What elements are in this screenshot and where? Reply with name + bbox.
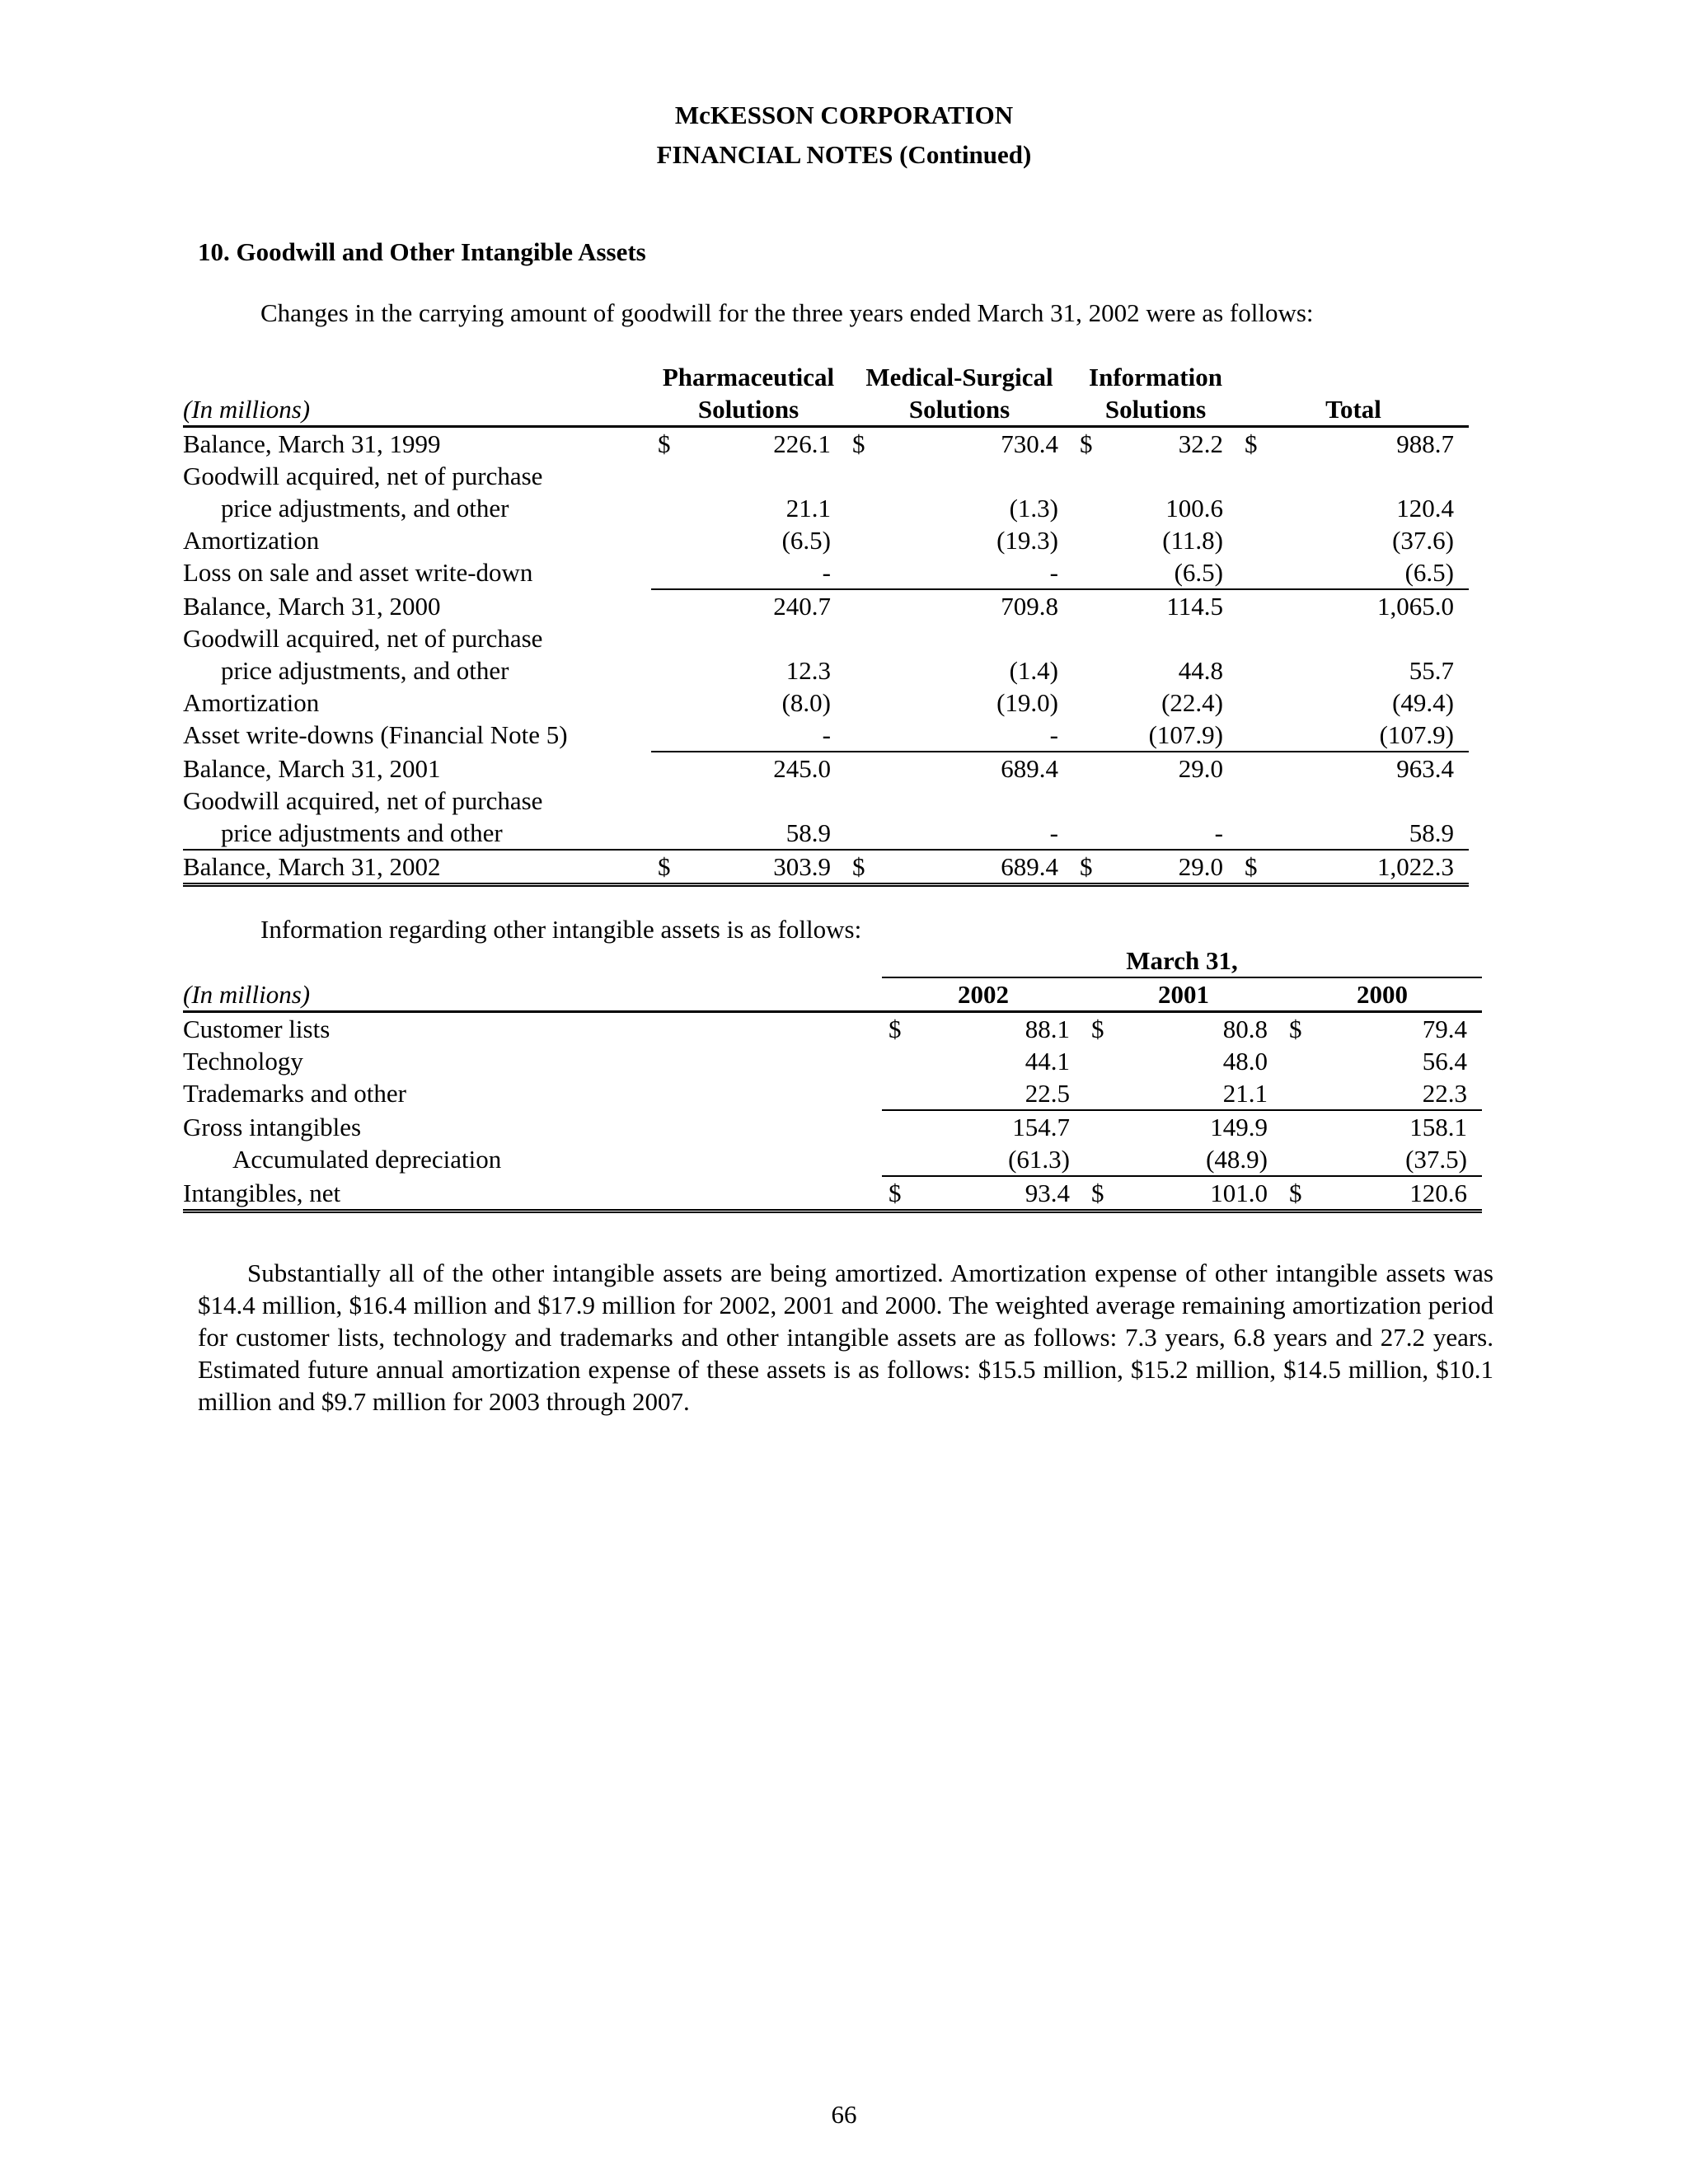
cell-value: (6.5) <box>781 526 831 555</box>
row-label: Goodwill acquired, net of purchase <box>183 786 543 815</box>
table-row <box>183 589 1469 622</box>
cell-value: 93.4 <box>915 1176 1085 1212</box>
cell-value: 226.1 <box>773 429 831 458</box>
row-label: Intangibles, net <box>183 1176 882 1212</box>
row-label: Balance, March 31, 2000 <box>183 592 441 621</box>
table-row <box>183 427 1469 461</box>
col-header-info-1: Information <box>1089 363 1222 391</box>
dollar-sign: $ <box>1091 1015 1104 1043</box>
cell-value: 149.9 <box>1210 1113 1268 1141</box>
cell-value: 689.4 <box>879 850 1073 885</box>
cell-value: 80.8 <box>1222 1015 1268 1043</box>
table-row <box>183 1110 1482 1143</box>
dollar-sign: $ <box>882 1176 915 1212</box>
page-number: 66 <box>831 2100 857 2129</box>
row-label: Trademarks and other <box>183 1077 882 1110</box>
intangibles-group-header-row <box>183 944 1482 977</box>
cell-value: 1,065.0 <box>1377 592 1454 621</box>
dollar-sign: $ <box>1073 850 1106 885</box>
table-row <box>183 752 1469 785</box>
col-header-pharma-2: Solutions <box>651 393 846 427</box>
dollar-sign: $ <box>651 850 684 885</box>
table-row <box>183 654 1469 687</box>
table-row <box>183 556 1469 589</box>
table-row <box>183 622 1469 654</box>
row-label: price adjustments, and other <box>221 494 509 523</box>
cell-value: (37.6) <box>1392 526 1454 555</box>
dollar-sign: $ <box>1282 1176 1315 1212</box>
cell-value: 48.0 <box>1222 1047 1268 1076</box>
goodwill-header-row-1 <box>183 361 1469 393</box>
table-row <box>183 1143 1482 1176</box>
cell-value: 22.5 <box>1025 1079 1070 1108</box>
cell-value: (48.9) <box>1206 1145 1268 1174</box>
cell-value: - <box>1049 558 1058 587</box>
cell-value: - <box>822 558 831 587</box>
col-header-medsurg-1: Medical-Surgical <box>865 363 1053 391</box>
cell-value: 689.4 <box>1001 754 1058 783</box>
row-label: price adjustments and other <box>221 818 503 847</box>
cell-value: 58.9 <box>785 818 831 847</box>
dollar-sign: $ <box>1080 429 1093 458</box>
cell-value: 58.9 <box>1409 818 1454 847</box>
cell-value: 22.3 <box>1422 1079 1467 1108</box>
units-label: (In millions) <box>183 393 651 427</box>
cell-value: 158.1 <box>1409 1113 1467 1141</box>
intangibles-intro: Information regarding other intangible assets is as follows: <box>260 915 862 944</box>
row-label: Amortization <box>183 526 320 555</box>
cell-value: 988.7 <box>1396 429 1454 458</box>
cell-value: 56.4 <box>1422 1047 1467 1076</box>
table-row <box>183 1012 1482 1046</box>
dollar-sign: $ <box>889 1015 902 1043</box>
dollar-sign: $ <box>846 850 879 885</box>
amortization-paragraph: Substantially all of the other intangible assets are being amortized. Amortization expense of other intangible assets was $14.4 million, $16.4 million and $17.9 million for 2002, 2001 and 2000. The weighted average remaining amortization period for customer lists, technology and trademarks and other intangible assets are as follows: 7.3 years, 6.8 years and 27.2 years. Estimated future annual amortization expense of these assets is as follows: $15.5 million, $15.2 million, $14.5 million, $10.1 million and $9.7 million for 2003 through 2007. <box>198 1258 1493 1416</box>
cell-value: 1,022.3 <box>1271 850 1469 885</box>
dollar-sign: $ <box>658 429 671 458</box>
year-header-2002: 2002 <box>882 977 1085 1012</box>
cell-value: 29.0 <box>1178 754 1223 783</box>
table-row <box>183 785 1469 817</box>
col-header-total-2: Total <box>1238 393 1469 427</box>
cell-value: 709.8 <box>1001 592 1058 621</box>
table-row <box>183 492 1469 524</box>
dollar-sign: $ <box>1085 1176 1118 1212</box>
year-header-2000: 2000 <box>1282 977 1482 1012</box>
row-label: Balance, March 31, 2001 <box>183 754 441 783</box>
cell-value: 79.4 <box>1422 1015 1467 1043</box>
march-31-header: March 31, <box>882 944 1482 977</box>
cell-value: 100.6 <box>1165 494 1223 523</box>
cell-value: 730.4 <box>1001 429 1058 458</box>
cell-value: 101.0 <box>1118 1176 1282 1212</box>
cell-value: 29.0 <box>1106 850 1238 885</box>
cell-value: (61.3) <box>1008 1145 1070 1174</box>
cell-value: (107.9) <box>1379 720 1454 749</box>
year-header-2001: 2001 <box>1085 977 1282 1012</box>
col-header-total-1 <box>1238 361 1469 393</box>
row-label: Goodwill acquired, net of purchase <box>183 624 543 653</box>
cell-value: 245.0 <box>773 754 831 783</box>
cell-value: 303.9 <box>684 850 846 885</box>
dollar-sign: $ <box>1238 850 1271 885</box>
dollar-sign: $ <box>1289 1015 1302 1043</box>
row-label: price adjustments, and other <box>221 656 509 685</box>
row-label: Accumulated depreciation <box>183 1143 882 1176</box>
table-row <box>183 460 1469 492</box>
cell-value: 120.6 <box>1315 1176 1482 1212</box>
cell-value: 55.7 <box>1409 656 1454 685</box>
cell-value: 44.8 <box>1178 656 1223 685</box>
goodwill-table <box>183 361 1469 887</box>
table-row <box>183 524 1469 556</box>
cell-value: 12.3 <box>785 656 831 685</box>
table-row-total <box>183 1176 1482 1212</box>
col-header-medsurg-2: Solutions <box>846 393 1073 427</box>
row-label: Gross intangibles <box>183 1113 362 1141</box>
cell-value: (49.4) <box>1392 688 1454 717</box>
row-label: Asset write-downs (Financial Note 5) <box>183 719 651 752</box>
cell-value: (1.3) <box>1009 494 1058 523</box>
cell-value: (11.8) <box>1162 526 1223 555</box>
cell-value: 21.1 <box>785 494 831 523</box>
cell-value: (1.4) <box>1009 656 1058 685</box>
cell-value: - <box>1049 720 1058 749</box>
table-row-total <box>183 850 1469 885</box>
row-label: Balance, March 31, 1999 <box>183 429 441 458</box>
table-row <box>183 817 1469 850</box>
col-header-pharma-1: Pharmaceutical <box>662 363 835 391</box>
cell-value: 114.5 <box>1166 592 1223 621</box>
cell-value: 88.1 <box>1025 1015 1070 1043</box>
cell-value: 21.1 <box>1222 1079 1268 1108</box>
row-label: Goodwill acquired, net of purchase <box>183 462 543 490</box>
intangibles-year-header-row <box>183 977 1482 1012</box>
cell-value: (6.5) <box>1404 558 1454 587</box>
row-label: Amortization <box>183 688 320 717</box>
table-row <box>183 719 1469 752</box>
cell-value: - <box>1049 818 1058 847</box>
section-title: 10. Goodwill and Other Intangible Assets <box>198 237 646 266</box>
cell-value: (22.4) <box>1161 688 1223 717</box>
cell-value: 240.7 <box>773 592 831 621</box>
intangibles-table <box>183 944 1482 1213</box>
table-row <box>183 1045 1482 1077</box>
cell-value: 44.1 <box>1025 1047 1070 1076</box>
units-label: (In millions) <box>183 977 882 1012</box>
goodwill-header-row-2 <box>183 393 1469 427</box>
dollar-sign: $ <box>852 429 865 458</box>
cell-value: (37.5) <box>1405 1145 1467 1174</box>
cell-value: (8.0) <box>781 688 831 717</box>
cell-value: - <box>822 720 831 749</box>
cell-value: (19.3) <box>996 526 1058 555</box>
col-header-info-2: Solutions <box>1073 393 1238 427</box>
cell-value: 963.4 <box>1396 754 1454 783</box>
table-row <box>183 1077 1482 1110</box>
goodwill-intro: Changes in the carrying amount of goodwill for the three years ended March 31, 2002 were as follows: <box>260 298 1314 327</box>
row-label: Loss on sale and asset write-down <box>183 556 651 589</box>
row-label: Customer lists <box>183 1015 331 1043</box>
cell-value: (107.9) <box>1148 720 1223 749</box>
row-label: Balance, March 31, 2002 <box>183 850 651 885</box>
cell-value: 120.4 <box>1396 494 1454 523</box>
company-name: McKESSON CORPORATION <box>674 101 1014 129</box>
cell-value: - <box>1214 818 1223 847</box>
document-subtitle: FINANCIAL NOTES (Continued) <box>656 140 1032 169</box>
dollar-sign: $ <box>1245 429 1258 458</box>
table-row <box>183 687 1469 719</box>
cell-value: (19.0) <box>996 688 1058 717</box>
row-label: Technology <box>183 1047 303 1076</box>
cell-value: (6.5) <box>1174 558 1223 587</box>
cell-value: 154.7 <box>1012 1113 1070 1141</box>
cell-value: 32.2 <box>1178 429 1223 458</box>
